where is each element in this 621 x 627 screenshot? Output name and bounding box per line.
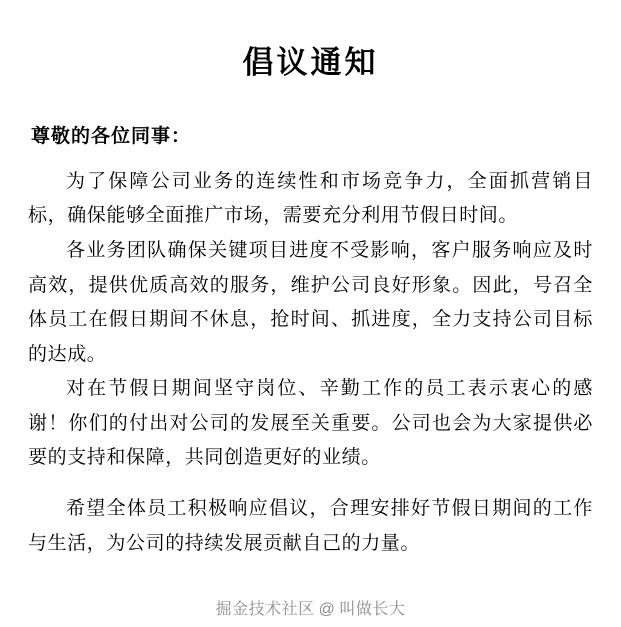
watermark (0, 596, 621, 619)
watermark-at-symbol: @ (318, 601, 336, 618)
watermark-site: 掘金技术社区 (215, 601, 315, 618)
salutation: 尊敬的各位同事： (31, 126, 192, 148)
page-title: 倡议通知 (242, 45, 379, 80)
document-page (0, 44, 621, 627)
watermark-author: 叫做长大 (339, 601, 406, 618)
paragraph: 为了保障公司业务的连续性和市场竞争力，全面抓营销目标，确保能够全面推广市场，需要充分利用节假日时间。 (28, 170, 593, 227)
paragraph: 对在节假日期间坚守岗位、辛勤工作的员工表示衷心的感谢！你们的付出对公司的发展至关重要。公司也会为大家提供必要的支持和保障，共同创造更好的业绩。 (28, 378, 593, 469)
paragraph: 各业务团队确保关键项目进度不受影响，客户服务响应及时高效，提供优质高效的服务，维护公司良好形象。因此，号召全体员工在假日期间不休息，抢时间、抓进度，全力支持公司目标的达成。 (28, 239, 593, 365)
document-body (28, 165, 593, 561)
paragraph: 希望全体员工积极响应倡议，合理安排好节假日期间的工作与生活，为公司的持续发展贡献自己的力量。 (28, 497, 593, 554)
